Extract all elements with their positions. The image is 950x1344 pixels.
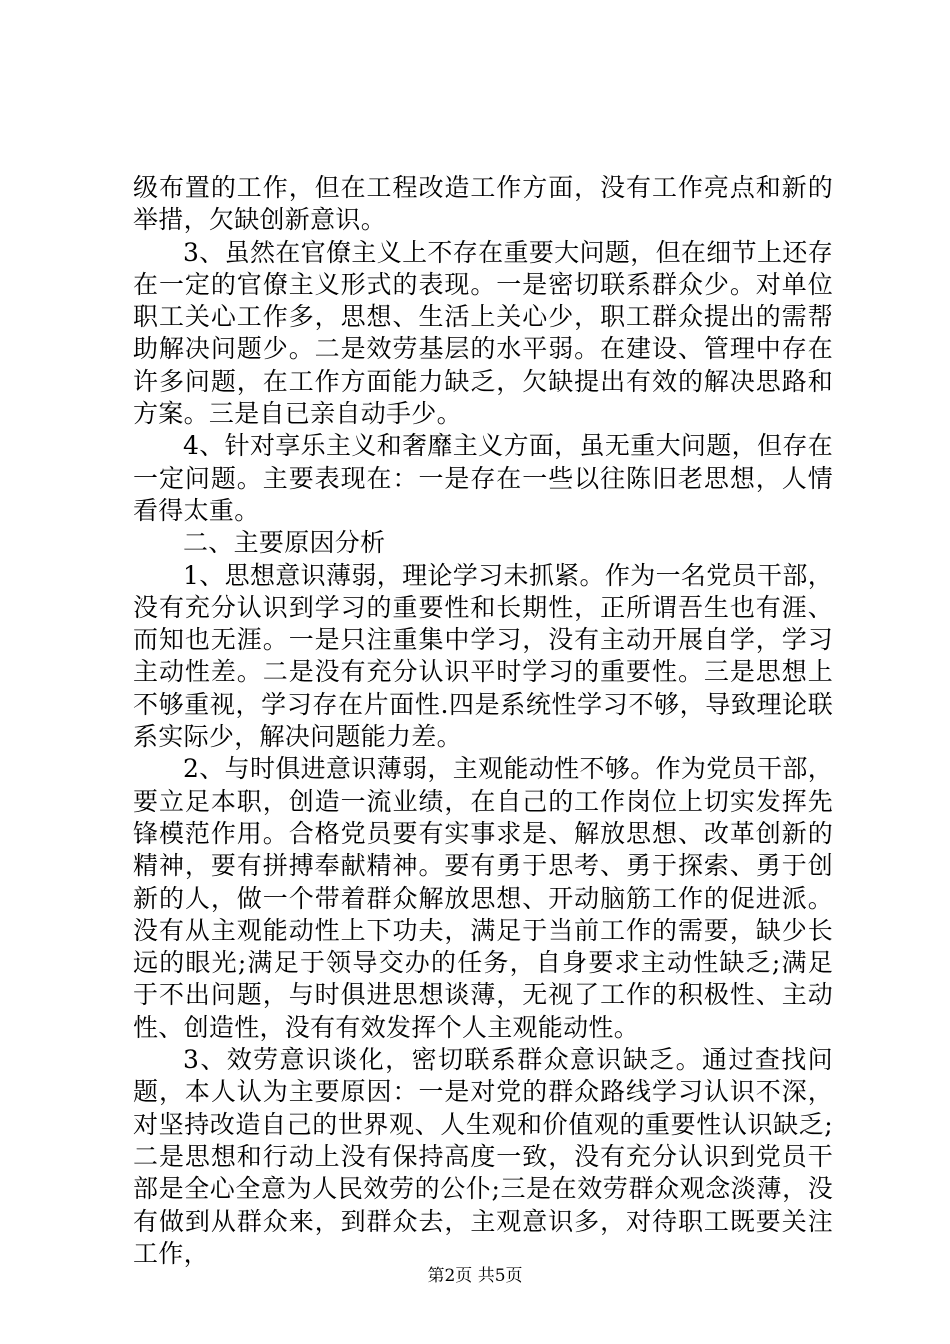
paragraph-continuation: 级布置的工作，但在工程改造工作方面，没有工作亮点和新的举措，欠缺创新意识。 xyxy=(133,173,833,235)
page-number-footer: 第2页 共5页 xyxy=(427,1266,523,1286)
section-heading-cause-analysis: 二、主要原因分析 xyxy=(183,528,386,558)
paragraph-cause-1: 1、思想意识薄弱，理论学习未抓紧。作为一名党员干部，没有充分认识到学习的重要性和长期性，正所谓吾生也有涯、而知也无涯。一是只注重集中学习，没有主动开展自学，学习主动性差。二是没有充分认识平时学习的重要性。三是思想上不够重视，学习存在片面性.四是系统性学习不够，导致理论联系实际少，解决问题能力差。 xyxy=(133,560,833,752)
paragraph-point-4-hedonism: 4、针对享乐主义和奢靡主义方面，虽无重大问题，但存在一定问题。主要表现在：一是存在一些以往陈旧老思想，人情看得太重。 xyxy=(133,431,833,525)
paragraph-point-3-bureaucratism: 3、虽然在官僚主义上不存在重要大问题，但在细节上还存在一定的官僚主义形式的表现。一是密切联系群众少。对单位职工关心工作多，思想、生活上关心少，职工群众提出的需帮助解决问题少。二是效劳基层的水平弱。在建设、管理中存在许多问题，在工作方面能力缺乏，欠缺提出有效的解决思路和方案。三是自已亲自动手少。 xyxy=(133,237,833,429)
paragraph-cause-3: 3、效劳意识谈化，密切联系群众意识缺乏。通过查找问题，本人认为主要原因：一是对党的群众路线学习认识不深，对坚持改造自己的世界观、人生观和价值观的重要性认识缺乏;二是思想和行动上没有保持高度一致，没有充分认识到党员干部是全心全意为人民效劳的公仆;三是在效劳群众观念淡薄，没有做到从群众来，到群众去，主观意识多，对待职工既要关注工作， xyxy=(133,1045,833,1268)
document-body xyxy=(133,172,833,1270)
paragraph-cause-2: 2、与时俱进意识薄弱，主观能动性不够。作为党员干部，要立足本职，创造一流业绩，在自己的工作岗位上切实发挥先锋模范作用。合格党员要有实事求是、解放思想、改革创新的精神，要有拼搏奉献精神。要有勇于思考、勇于探索、勇于创新的人，做一个带着群众解放思想、开动脑筋工作的促进派。没有从主观能动性上下功夫，满足于当前工作的需要，缺少长远的眼光;满足于领导交办的任务，自身要求主动性缺乏;满足于不出问题，与时俱进思想谈薄，无视了工作的积极性、主动性、创造性，没有有效发挥个人主观能动性。 xyxy=(133,754,833,1042)
